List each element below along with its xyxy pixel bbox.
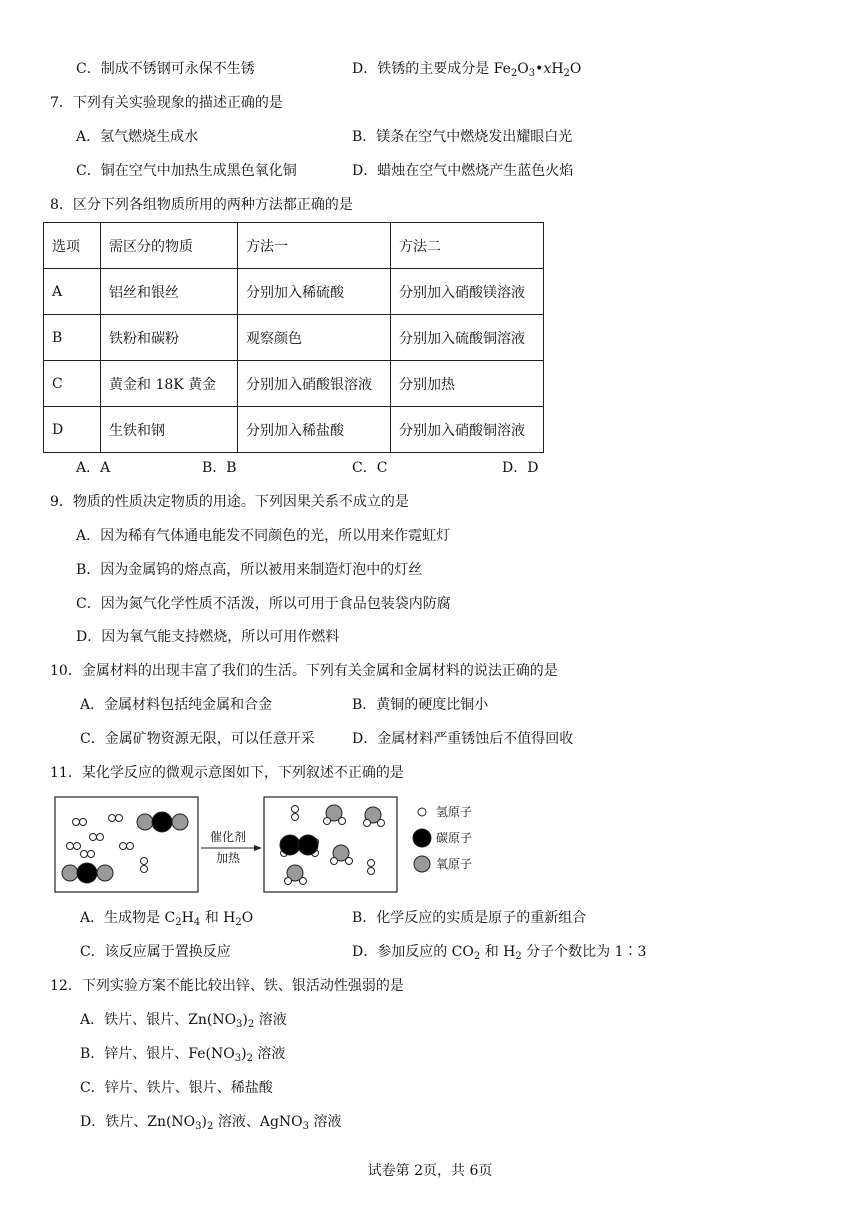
- legend: [413, 805, 472, 872]
- table-row: [44, 407, 544, 453]
- oxygen-atom-icon: [414, 856, 430, 872]
- q10-option-b[interactable]: B．黄铜的硬度比铜小: [352, 697, 489, 713]
- q8-stem: 8．区分下列各组物质所用的两种方法都正确的是: [50, 197, 353, 213]
- legend-carbon: 碳原子: [436, 831, 473, 845]
- q10-stem: 10．金属材料的出现丰富了我们的生活。下列有关金属和金属材料的说法正确的是: [50, 663, 558, 679]
- table-header-row: [44, 223, 544, 269]
- table-cell: 分别加入稀硫酸: [238, 269, 391, 315]
- q7-option-d[interactable]: D．蜡烛在空气中燃烧产生蓝色火焰: [352, 163, 574, 179]
- q12-stem: 12．下列实验方案不能比较出锌、铁、银活动性强弱的是: [50, 978, 404, 994]
- q12-option-a[interactable]: A．铁片、银片、$Zn(NO_3)_2$ 溶液: [80, 1012, 287, 1030]
- table-cell: B: [44, 315, 101, 361]
- q12-option-b[interactable]: B．锌片、银片、$Fe(NO_3)_2$ 溶液: [80, 1046, 286, 1064]
- hydrogen-molecules-left: [67, 815, 148, 873]
- table-cell: 分别加入硝酸铜溶液: [391, 407, 544, 453]
- table-header-cell: 方法二: [391, 223, 544, 269]
- table-cell: 铁粉和碳粉: [101, 315, 238, 361]
- q8-option-c[interactable]: C．C: [352, 460, 388, 476]
- q8-table: [43, 222, 544, 453]
- q8-option-b[interactable]: B．B: [202, 460, 237, 476]
- water-molecule: [324, 805, 346, 825]
- table-cell: 分别加热: [391, 361, 544, 407]
- table-cell: 黄金和 18K 黄金: [101, 361, 238, 407]
- heat-label: 加热: [215, 851, 241, 865]
- table-cell: 分别加入硫酸铜溶液: [391, 315, 544, 361]
- reaction-diagram: [54, 795, 674, 895]
- table-header-cell: 选项: [44, 223, 101, 269]
- q11-option-b[interactable]: B．化学反应的实质是原子的重新组合: [352, 910, 587, 926]
- q6-option-d[interactable]: D．铁锈的主要成分是 $Fe_2O_3•xH_2O$: [352, 61, 582, 79]
- table-row: [44, 315, 544, 361]
- q11-option-d[interactable]: D．参加反应的 $CO_2$ 和 $H_2$ 分子个数比为 1∶3: [352, 944, 647, 962]
- q7-option-b[interactable]: B．镁条在空气中燃烧发出耀眼白光: [352, 129, 573, 145]
- q10-option-c[interactable]: C．金属矿物资源无限，可以任意开采: [80, 731, 315, 747]
- table-cell: 铝丝和银丝: [101, 269, 238, 315]
- q7-option-c[interactable]: C．铜在空气中加热生成黑色氧化铜: [76, 163, 297, 179]
- q8-option-a[interactable]: A．A: [76, 460, 111, 476]
- q8-option-d[interactable]: D．D: [502, 460, 539, 476]
- q9-option-b[interactable]: B．因为金属钨的熔点高，所以被用来制造灯泡中的灯丝: [76, 562, 423, 578]
- table-cell: 生铁和钢: [101, 407, 238, 453]
- q9-stem: 9．物质的性质决定物质的用途。下列因果关系不成立的是: [50, 494, 409, 510]
- water-molecule: [331, 845, 353, 865]
- q9-option-c[interactable]: C．因为氮气化学性质不活泼，所以可用于食品包装袋内防腐: [76, 596, 451, 612]
- table-cell: C: [44, 361, 101, 407]
- q11-option-c[interactable]: C．该反应属于置换反应: [80, 944, 231, 960]
- q9-option-d[interactable]: D．因为氧气能支持燃烧，所以可用作燃料: [76, 629, 340, 645]
- q7-option-a[interactable]: A．氢气燃烧生成水: [76, 129, 199, 145]
- hydrogen-atom-icon: [418, 808, 426, 816]
- q6-option-c[interactable]: C．制成不锈钢可永保不生锈: [76, 61, 255, 77]
- table-row: [44, 269, 544, 315]
- table-header-cell: 方法一: [238, 223, 391, 269]
- arrow-head-icon: [254, 845, 262, 851]
- table-cell: 分别加入硝酸银溶液: [238, 361, 391, 407]
- q9-option-a[interactable]: A．因为稀有气体通电能发不同颜色的光，所以用来作霓虹灯: [76, 528, 451, 544]
- legend-hydrogen: 氢原子: [436, 805, 473, 819]
- table-cell: 观察颜色: [238, 315, 391, 361]
- q12-option-c[interactable]: C．锌片、铁片、银片、稀盐酸: [80, 1080, 273, 1096]
- water-molecule: [364, 807, 385, 827]
- q10-option-a[interactable]: A．金属材料包括纯金属和合金: [80, 697, 273, 713]
- q11-stem: 11．某化学反应的微观示意图如下，下列叙述不正确的是: [50, 765, 404, 781]
- co2-molecule: [137, 812, 188, 832]
- q10-option-d[interactable]: D．金属材料严重锈蚀后不值得回收: [352, 731, 574, 747]
- table-row: [44, 361, 544, 407]
- catalyst-label: 催化剂: [209, 830, 247, 844]
- ethylene-molecule: [280, 835, 319, 857]
- water-molecule: [285, 865, 307, 885]
- carbon-atom-icon: [413, 829, 431, 847]
- table-cell: D: [44, 407, 101, 453]
- table-cell: 分别加入稀盐酸: [238, 407, 391, 453]
- q12-option-d[interactable]: D．铁片、$Zn(NO_3)_2$ 溶液、AgNO$_3$ 溶液: [80, 1114, 342, 1132]
- table-cell: A: [44, 269, 101, 315]
- table-header-cell: 需区分的物质: [101, 223, 238, 269]
- co2-molecule: [62, 863, 113, 883]
- table-cell: 分别加入硝酸镁溶液: [391, 269, 544, 315]
- q7-stem: 7．下列有关实验现象的描述正确的是: [50, 95, 283, 111]
- q11-option-a[interactable]: A．生成物是 $C_2H_4$ 和 $H_2O$: [80, 910, 254, 928]
- page-footer: 试卷第 2页，共 6页: [367, 1163, 493, 1179]
- legend-oxygen: 氧原子: [436, 857, 473, 871]
